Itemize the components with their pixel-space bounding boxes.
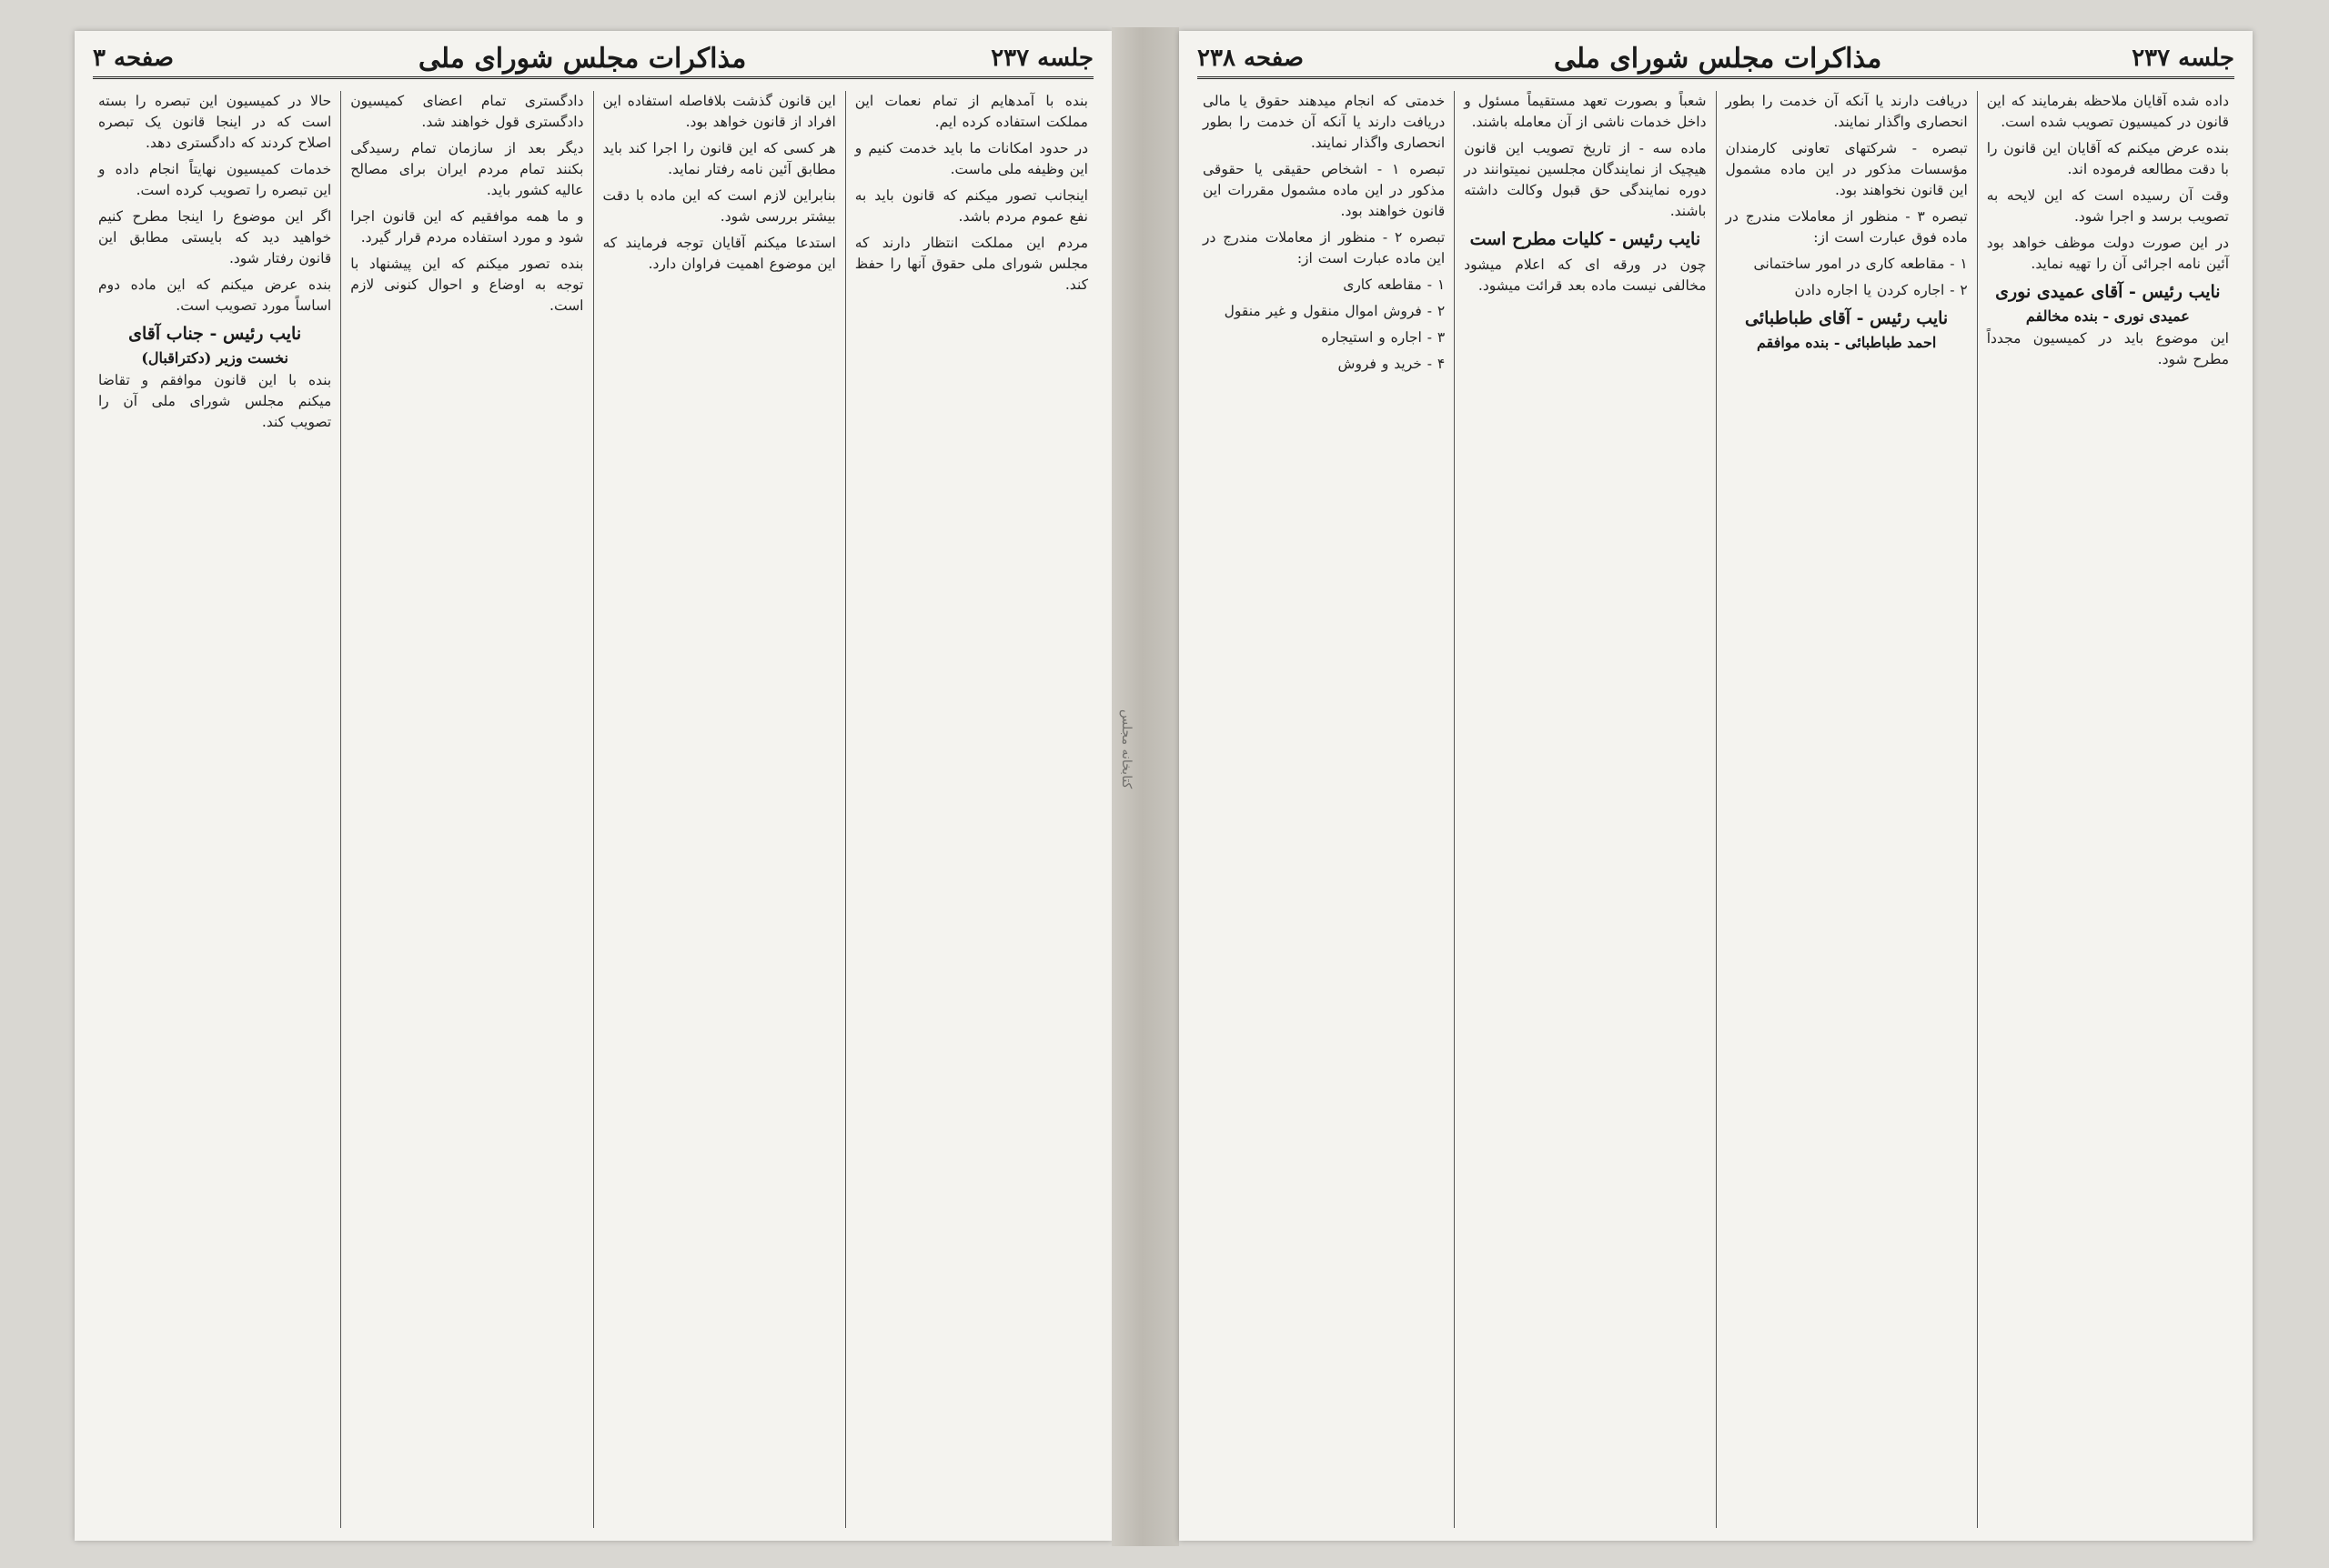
- speaker-name: احمد طباطبائی - بنده موافقم: [1756, 334, 1937, 351]
- speaker-heading: نایب رئیس - جناب آقای: [128, 324, 302, 344]
- column: [1716, 91, 1977, 1528]
- left-columns: [89, 91, 1097, 1528]
- library-stamp: کتابخانه مجلس: [1119, 709, 1134, 789]
- paragraph: تبصره ۱ - اشخاص حقیقی یا حقوقی مذکور در این ماده مشمول مقررات این قانون خواهند بود.: [1203, 161, 1446, 219]
- speaker-heading: نایب رئیس - آقای عمیدی نوری: [1995, 282, 2221, 302]
- paragraph: وقت آن رسیده است که این لایحه به تصویب برسد و اجرا شود.: [1986, 187, 2229, 225]
- paragraph: خدمات کمیسیون نهایتاً انجام داده و این تبصره را تصویب کرده است.: [98, 161, 332, 198]
- paragraph: مردم این مملکت انتظار دارند که مجلس شورای ملی حقوق آنها را حفظ کند.: [854, 235, 1088, 293]
- column: [593, 91, 845, 1528]
- paragraph: تبصره ۳ - منظور از معاملات مندرج در ماده فوق عبارت است از:: [1725, 208, 1968, 246]
- paragraph: شعباً و بصورت تعهد مستقیماً مسئول و داخل خدمات ناشی از آن معامله باشند.: [1464, 93, 1707, 130]
- paragraph: ۳ - اجاره و استیجاره: [1321, 329, 1446, 346]
- left-page-header: [93, 40, 1094, 79]
- page-number: صفحه ۳: [93, 45, 174, 72]
- paragraph: دیگر بعد از سازمان تمام رسیدگی بکنند تمام مردم ایران برای مصالح عالیه کشور باید.: [350, 140, 584, 198]
- speaker-name: نخست وزیر (دکتراقبال): [141, 349, 288, 367]
- page-number: صفحه ۲۳۸: [1197, 45, 1304, 72]
- session-number: جلسه ۲۳۷: [991, 45, 1094, 72]
- paragraph: بنده عرض میکنم که آقایان این قانون را با دقت مطالعه فرموده اند.: [1986, 140, 2229, 177]
- paragraph: و ما همه موافقیم که این قانون اجرا شود و مورد استفاده مردم قرار گیرد.: [350, 208, 584, 246]
- paragraph: استدعا میکنم آقایان توجه فرمایند که این موضوع اهمیت فراوان دارد.: [602, 235, 836, 272]
- right-columns: [1194, 91, 2238, 1528]
- paragraph: تبصره - شرکتهای تعاونی کارمندان مؤسسات مذکور در این ماده مشمول این قانون نخواهند بود.: [1725, 140, 1968, 198]
- left-page: [75, 31, 1112, 1541]
- paragraph: این قانون گذشت بلافاصله استفاده این افراد از قانون خواهد بود.: [602, 93, 836, 130]
- page-title: مذاکرات مجلس شورای ملی: [1553, 42, 1882, 75]
- paragraph: بنده با آمدهایم از تمام نعمات این مملکت استفاده کرده ایم.: [854, 93, 1088, 130]
- paragraph: ۲ - فروش اموال منقول و غیر منقول: [1224, 303, 1446, 319]
- paragraph: ماده سه - از تاریخ تصویب این قانون هیچیک از نمایندگان مجلسین نمیتوانند در دوره نمایندگی حق قبول وکالت داشته باشند.: [1464, 140, 1707, 219]
- paragraph: ۲ - اجاره کردن یا اجاره دادن: [1794, 282, 1968, 298]
- paragraph: اگر این موضوع را اینجا مطرح کنیم خواهید دید که بایستی مطابق این قانون رفتار شود.: [98, 208, 332, 266]
- paragraph: ۱ - مقاطعه کاری در امور ساختمانی: [1753, 256, 1968, 272]
- column: [340, 91, 592, 1528]
- paragraph: ۴ - خرید و فروش: [1337, 356, 1446, 372]
- speaker-name: عمیدی نوری - بنده مخالفم: [2025, 307, 2190, 325]
- paragraph: ۱ - مقاطعه کاری: [1343, 276, 1446, 293]
- paragraph: بنده عرض میکنم که این ماده دوم اساساً مورد تصویب است.: [98, 276, 332, 314]
- column: [1454, 91, 1715, 1528]
- page-title: مذاکرات مجلس شورای ملی: [418, 42, 747, 75]
- paragraph: بنده با این قانون موافقم و تقاضا میکنم مجلس شورای ملی آن را تصویب کند.: [98, 372, 332, 430]
- paragraph: بنابراین لازم است که این ماده با دقت بیشتر بررسی شود.: [602, 187, 836, 225]
- paragraph: چون در ورقه ای که اعلام میشود مخالفی نیست ماده بعد قرائت میشود.: [1464, 256, 1707, 294]
- speaker-heading: نایب رئیس - کلیات مطرح است: [1469, 229, 1701, 249]
- paragraph: حالا در کمیسیون این تبصره را بسته است که در اینجا قانون یک تبصره اصلاح کردند که دادگستری دهد.: [98, 93, 332, 151]
- paragraph: هر کسی که این قانون را اجرا کند باید مطابق آئین نامه رفتار نماید.: [602, 140, 836, 177]
- speaker-heading: نایب رئیس - آقای طباطبائی: [1745, 308, 1949, 328]
- column: [845, 91, 1097, 1528]
- column: [1194, 91, 1454, 1528]
- column: [1977, 91, 2238, 1528]
- session-number: جلسه ۲۳۷: [2132, 45, 2234, 72]
- paragraph: خدمتی که انجام میدهند حقوق یا مالی دریافت دارند یا آنکه آن خدمت را بطور انحصاری واگذار نمایند.: [1203, 93, 1446, 151]
- paragraph: بنده تصور میکنم که این پیشنهاد با توجه به اوضاع و احوال کنونی لازم است.: [350, 256, 584, 314]
- paragraph: در حدود امکانات ما باید خدمت کنیم و این وظیفه ملی ماست.: [854, 140, 1088, 177]
- paragraph: دریافت دارند یا آنکه آن خدمت را بطور انحصاری واگذار نمایند.: [1725, 93, 1968, 130]
- paragraph: این موضوع باید در کمیسیون مجدداً مطرح شود.: [1986, 330, 2229, 367]
- paragraph: داده شده آقایان ملاحظه بفرمایند که این قانون در کمیسیون تصویب شده است.: [1986, 93, 2229, 130]
- paragraph: تبصره ۲ - منظور از معاملات مندرج در این ماده عبارت است از:: [1203, 229, 1446, 266]
- column: [89, 91, 340, 1528]
- right-page: [1179, 31, 2253, 1541]
- paragraph: اینجانب تصور میکنم که قانون باید به نفع عموم مردم باشد.: [854, 187, 1088, 225]
- right-page-header: [1197, 40, 2234, 79]
- paragraph: دادگستری تمام اعضای کمیسیون دادگستری قول خواهند شد.: [350, 93, 584, 130]
- paragraph: در این صورت دولت موظف خواهد بود آئین نامه اجرائی آن را تهیه نماید.: [1986, 235, 2229, 272]
